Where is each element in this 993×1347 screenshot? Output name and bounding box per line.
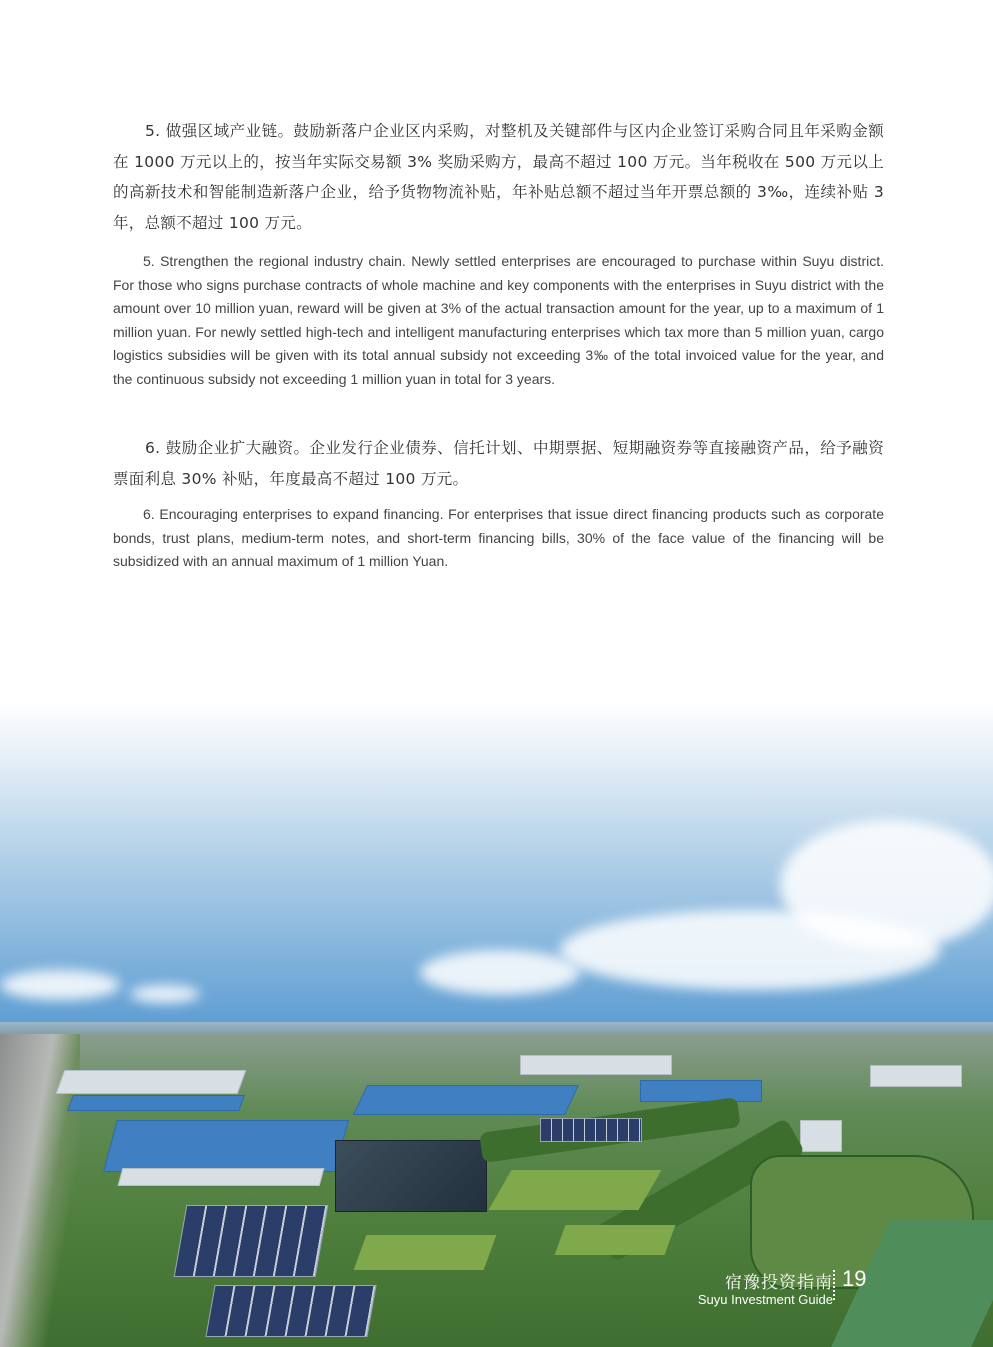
lawn — [354, 1235, 497, 1270]
factory-building — [520, 1055, 672, 1075]
solar-carport — [205, 1285, 376, 1337]
factory-building — [118, 1168, 325, 1186]
lawn — [488, 1170, 661, 1210]
lawn — [555, 1225, 676, 1255]
factory-building — [353, 1085, 579, 1115]
policy-5-english-paragraph: 5. Strengthen the regional industry chain. Newly settled enterprises are encouraged to purchase within Suyu district. For those who signs purchase contracts of whole machine and key components with the enterprises in Suyu district with the amount over 10 million yuan, reward will be given at 3% of the actual transaction amount for the year, up to a maximum of 1 million yuan. For newly settled high-tech and intelligent manufacturing enterprises which tax more than 5 million yuan, cargo logistics subsidies will be given with its total annual subsidy not exceeding 3‰ of the total invoiced value for the year, and the continuous subsidy not exceeding 1 million yuan in total for 3 years. — [113, 253, 884, 387]
factory-building — [56, 1070, 247, 1094]
solar-carport — [174, 1205, 329, 1277]
factory-building — [67, 1095, 245, 1111]
cloud — [0, 970, 120, 1000]
solar-panel-field — [540, 1118, 642, 1142]
publication-title-english: Suyu Investment Guide — [697, 1292, 833, 1307]
cloud — [780, 820, 993, 950]
cloud — [420, 950, 580, 995]
policy-5-chinese-paragraph: 5. 做强区域产业链。鼓励新落户企业区内采购，对整机及关键部件与区内企业签订采购合同且年采购金额在 1000 万元以上的，按当年实际交易额 3% 奖励采购方，最高不超过 100 万元。当年税收在 500 万元以上的高新技术和智能制造新落户企业，给予货物物流补贴，年补贴总额不超过当年开票总额的 3‰，连续补贴 3 年，总额不超过 100 万元。 — [113, 122, 884, 232]
divider — [833, 1270, 841, 1300]
factory-building — [870, 1065, 962, 1087]
policy-6-chinese-paragraph: 6. 鼓励企业扩大融资。企业发行企业债券、信托计划、中期票据、短期融资券等直接融资产品，给予融资票面利息 30% 补贴，年度最高不超过 100 万元。 — [113, 439, 884, 488]
factory-building — [103, 1120, 349, 1172]
aerial-industrial-park-photo — [0, 700, 993, 1347]
office-building — [335, 1140, 487, 1212]
page-number: 19 — [842, 1266, 867, 1291]
publication-title-chinese: 宿豫投资指南 — [725, 1273, 833, 1293]
policy-6-english-paragraph: 6. Encouraging enterprises to expand financing. For enterprises that issue direct financing products such as corporate bonds, trust plans, medium-term notes, and short-term financing bills, 30% of the face value of the financing will be subsidized with an annual maximum of 1 million Yuan. — [113, 506, 884, 569]
factory-building — [640, 1080, 762, 1102]
factory-building — [800, 1120, 842, 1152]
cloud — [130, 985, 200, 1003]
